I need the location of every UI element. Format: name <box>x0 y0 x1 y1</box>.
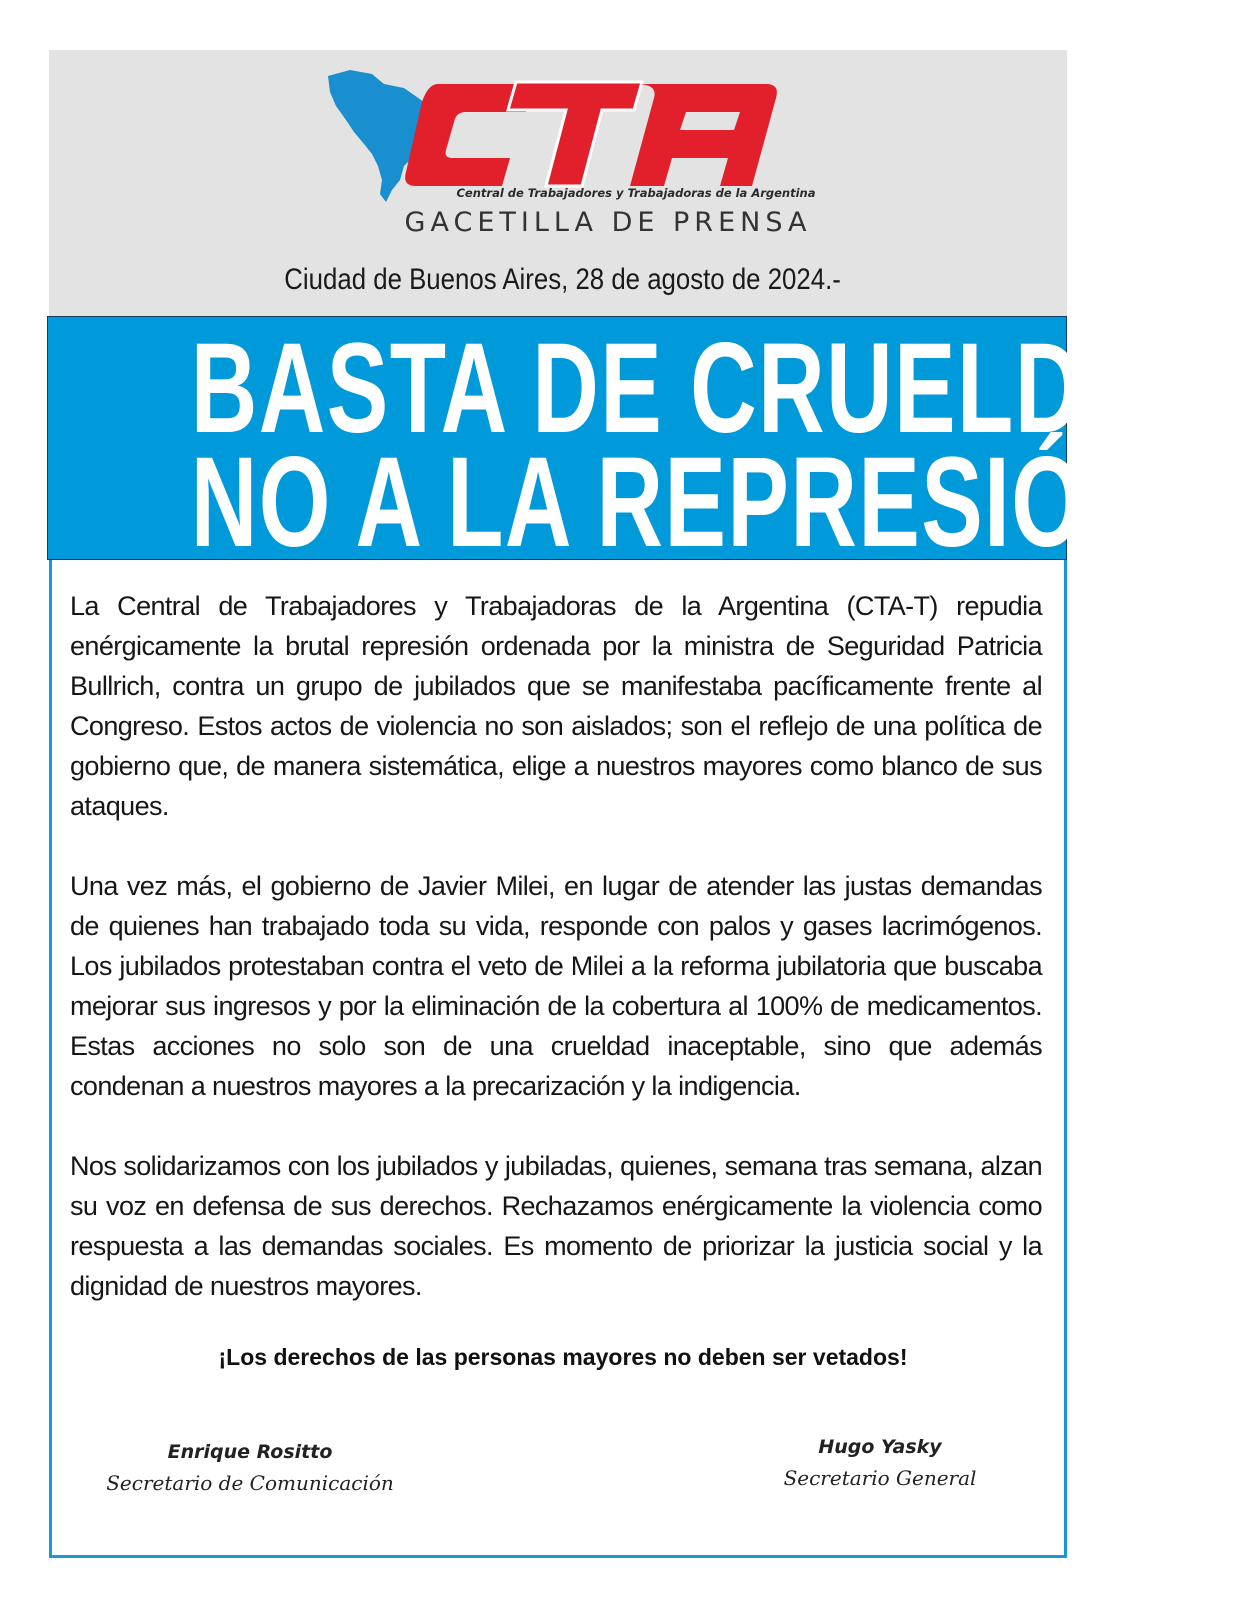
headline-line-1: BASTA DE CRUELDAD! <box>190 317 1251 460</box>
press-body <box>70 586 1042 1346</box>
body-paragraph: Nos solidarizamos con los jubilados y jubiladas, quienes, semana tras semana, alzan su voz en defensa de sus derechos. Rechazamos enérgicamente la violencia como respuesta a las demandas sociales. Es momento de priorizar la justicia social y la dignidad de nuestros mayores. <box>70 1151 1042 1301</box>
body-paragraph: La Central de Trabajadores y Trabajadoras de la Argentina (CTA-T) repudia enérgicamente la brutal represión ordenada por la ministra de Seguridad Patricia Bullrich, contra un grupo de jubilados que se manifestaba pacíficamente frente al Congreso. Estos actos de violencia no son aislados; son el reflejo de una política de gobierno que, de manera sistemática, elige a nuestros mayores como blanco de sus ataques. <box>70 591 1042 821</box>
signatory-role: Secretario de Comunicación <box>106 1471 394 1495</box>
headline-banner <box>47 316 1251 574</box>
signatory-name: Enrique Rositto <box>167 1441 333 1463</box>
signature-block <box>90 1441 410 1495</box>
logo-tagline: Central de Trabajadores y Trabajadoras de la Argentina <box>456 186 816 200</box>
closing-slogan: ¡Los derechos de las personas mayores no deben ser vetados! <box>218 1344 908 1370</box>
doc-type-label: GACETILLA DE PRENSA <box>404 207 812 238</box>
signature-block <box>760 1436 1000 1490</box>
logo-letter-t <box>508 82 642 186</box>
signatory-name: Hugo Yasky <box>818 1436 942 1458</box>
logo-letter-a <box>630 84 777 186</box>
signatory-role: Secretario General <box>783 1466 977 1490</box>
date-line: Ciudad de Buenos Aires, 28 de agosto de 2024.- <box>284 263 841 296</box>
headline-line-2: NO A LA REPRESIÓN! <box>190 431 1185 574</box>
body-paragraph: Una vez más, el gobierno de Javier Milei, en lugar de atender las justas demandas de quienes han trabajado toda su vida, responde con palos y gases lacrimógenos. Los jubilados protestaban contra el veto de Milei a la reforma jubilatoria que buscaba mejorar sus ingresos y por la eliminación de la cobertura al 100% de medicamentos. Estas acciones no solo son de una crueldad inaceptable, sino que además condenan a nuestros mayores a la precarización y la indigencia. <box>70 871 1042 1101</box>
